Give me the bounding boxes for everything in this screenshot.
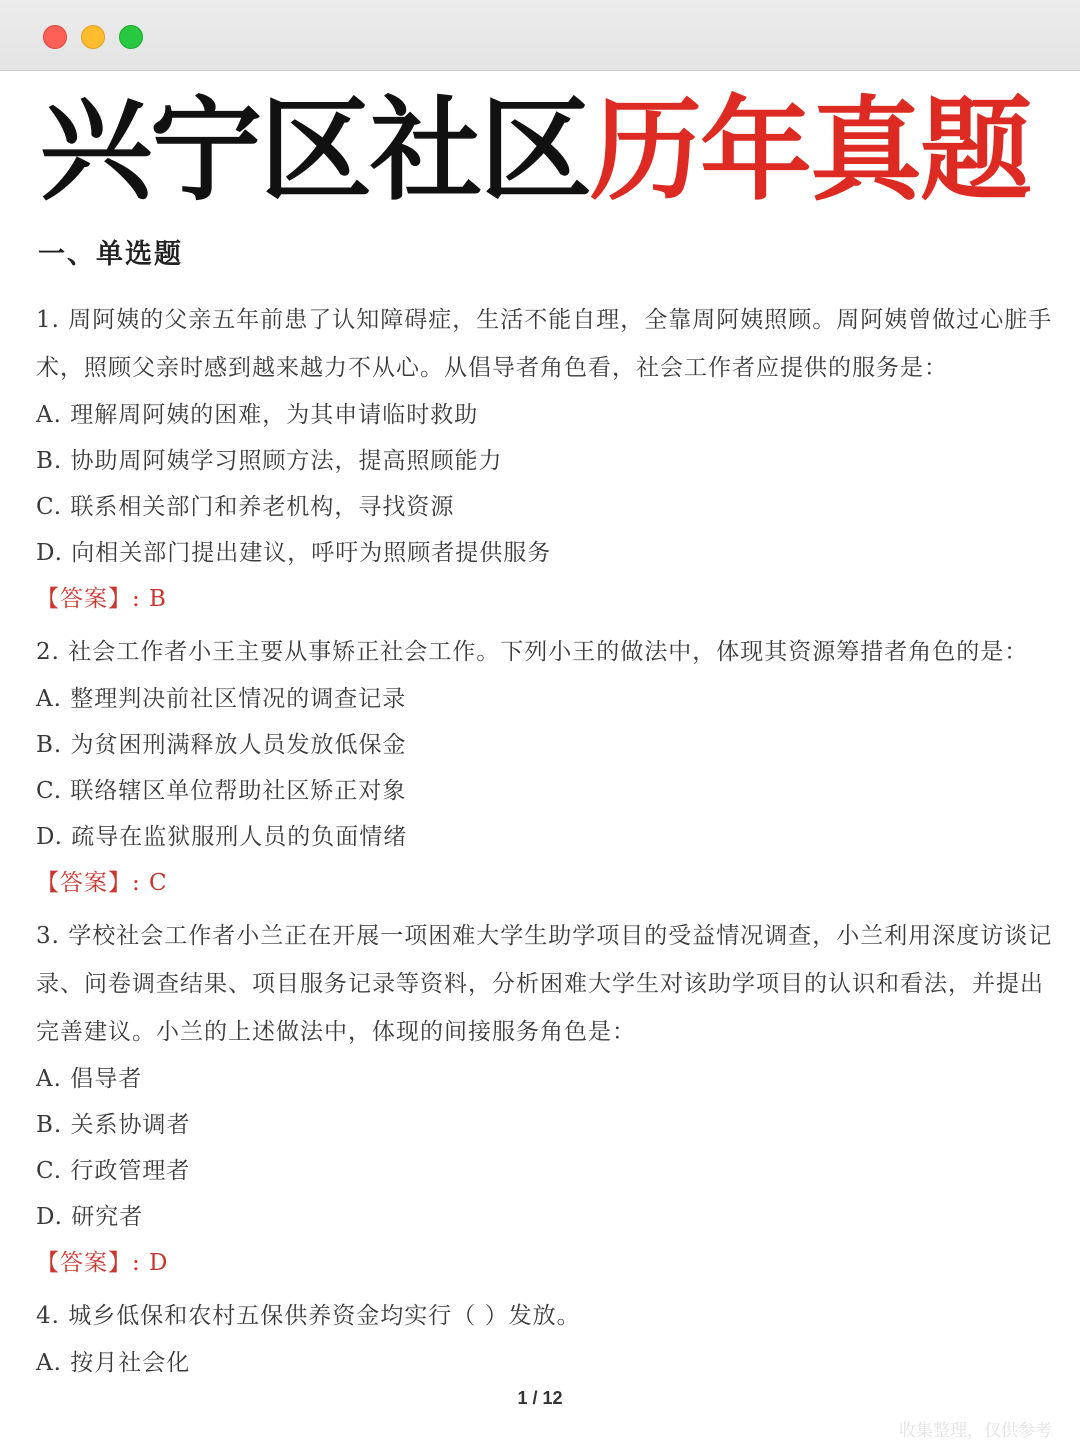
option-b: B. 关系协调者	[36, 1112, 191, 1138]
option-c: C. 联络辖区单位帮助社区矫正对象	[36, 778, 407, 804]
option-b: B. 协助周阿姨学习照顾方法，提高照顾能力	[36, 448, 503, 474]
page-indicator: 1 / 12	[517, 1388, 563, 1408]
question-stem: 4. 城乡低保和农村五保供养资金均实行（ ）发放。	[36, 1303, 581, 1329]
question-block	[36, 912, 1054, 1286]
option-c: C. 行政管理者	[36, 1158, 191, 1184]
option-a: A. 整理判决前社区情况的调查记录	[36, 686, 407, 712]
option-a: A. 理解周阿姨的困难，为其申请临时救助	[36, 402, 479, 428]
question-stem: 3. 学校社会工作者小兰正在开展一项困难大学生助学项目的受益情况调查，小兰利用深度访谈记录、问卷调查结果、项目服务记录等资料，分析困难大学生对该助学项目的认识和看法，并提出完善建议。小兰的上述做法中，体现的间接服务角色是：	[36, 923, 1053, 1045]
option-b: B. 为贫困刑满释放人员发放低保金	[36, 732, 407, 758]
question-stem: 2. 社会工作者小王主要从事矫正社会工作。下列小王的做法中，体现其资源筹措者角色的是：	[36, 639, 1029, 665]
question-block	[36, 628, 1054, 906]
section-title: 一、单选题	[38, 239, 183, 270]
answer-label: 【答案】: C	[36, 870, 168, 896]
watermark-text: 收集整理，仅供参考	[899, 1421, 1052, 1441]
option-a: A. 按月社会化	[36, 1350, 191, 1376]
question-stem: 1. 周阿姨的父亲五年前患了认知障碍症，生活不能自理，全靠周阿姨照顾。周阿姨曾做过心脏手术，照顾父亲时感到越来越力不从心。从倡导者角色看，社会工作者应提供的服务是：	[36, 307, 1053, 381]
title-part-black: 兴宁区社区	[40, 86, 590, 216]
option-d: D. 向相关部门提出建议，呼吁为照顾者提供服务	[36, 540, 552, 566]
question-block	[36, 296, 1054, 622]
option-c: C. 联系相关部门和养老机构，寻找资源	[36, 494, 455, 520]
window-titlebar	[0, 0, 1080, 71]
question-block	[36, 1292, 1054, 1386]
option-d: D. 疏导在监狱服刑人员的负面情绪	[36, 824, 408, 850]
title-part-red: 历年真题	[590, 86, 1030, 216]
zoom-window-button[interactable]	[119, 25, 143, 49]
option-d: D. 研究者	[36, 1204, 144, 1230]
close-window-button[interactable]	[43, 25, 67, 49]
answer-label: 【答案】: D	[36, 1250, 169, 1276]
option-a: A. 倡导者	[36, 1066, 143, 1092]
question-list	[36, 296, 1054, 1386]
page-title	[40, 86, 1050, 216]
answer-label: 【答案】: B	[36, 586, 167, 612]
minimize-window-button[interactable]	[81, 25, 105, 49]
